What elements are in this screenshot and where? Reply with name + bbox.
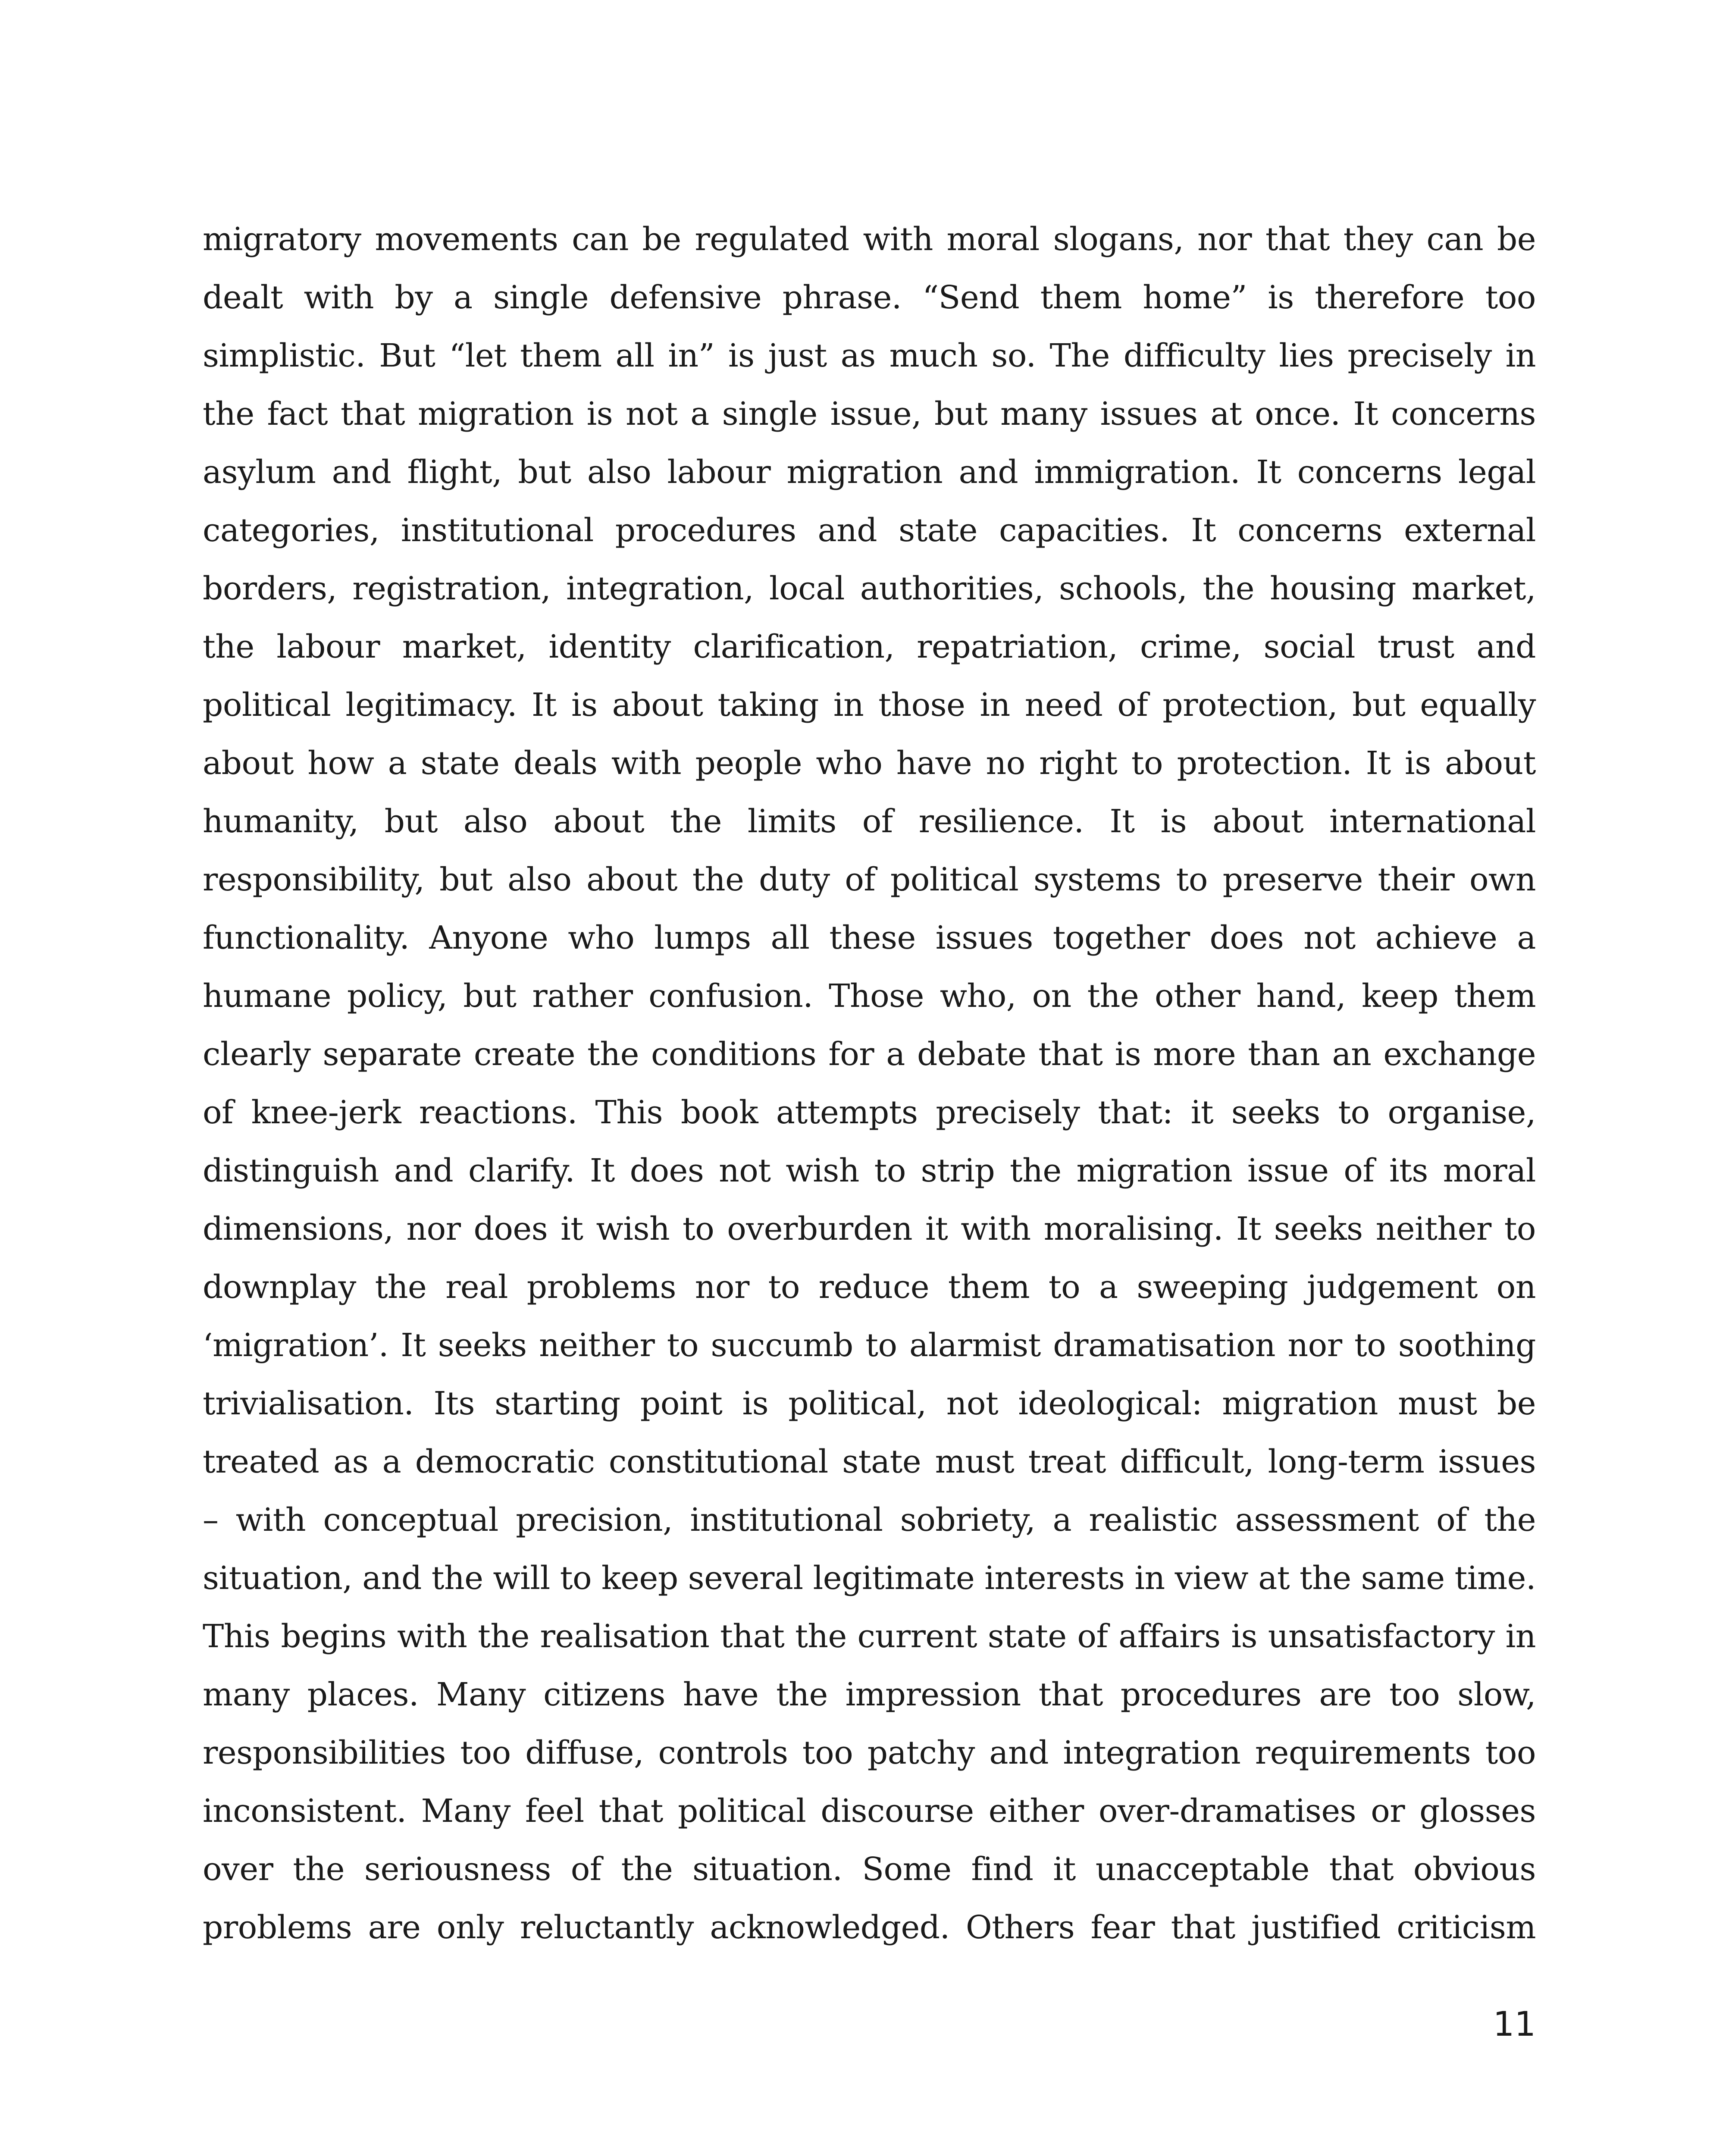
text-line: inconsistent. Many feel that political discourse either over-dramatises or glosses xyxy=(203,1792,1536,1830)
page-number: 11 xyxy=(1493,2005,1536,2044)
text-line: the fact that migration is not a single issue, but many issues at once. It concerns xyxy=(203,395,1536,432)
text-line: migratory movements can be regulated with moral slogans, nor that they can be xyxy=(203,221,1536,258)
text-line: many places. Many citizens have the impression that procedures are too slow, xyxy=(203,1676,1536,1713)
text-line: responsibilities too diffuse, controls too patchy and integration requirements too xyxy=(203,1734,1536,1771)
text-line: over the seriousness of the situation. Some find it unacceptable that obvious xyxy=(203,1851,1536,1888)
text-line: ‘migration’. It seeks neither to succumb to alarmist dramatisation nor to soothing xyxy=(203,1327,1536,1364)
text-line: humanity, but also about the limits of resilience. It is about international xyxy=(203,803,1536,840)
text-line: This begins with the realisation that the current state of affairs is unsatisfactory in xyxy=(203,1618,1536,1655)
text-line: treated as a democratic constitutional state must treat difficult, long-term issues xyxy=(203,1443,1536,1480)
text-line: distinguish and clarify. It does not wish to strip the migration issue of its moral xyxy=(203,1152,1536,1189)
text-line: functionality. Anyone who lumps all these issues together does not achieve a xyxy=(203,919,1536,956)
text-line: – with conceptual precision, institutional sobriety, a realistic assessment of the xyxy=(203,1501,1536,1539)
text-line: situation, and the will to keep several legitimate interests in view at the same time. xyxy=(203,1560,1536,1597)
text-line: asylum and flight, but also labour migration and immigration. It concerns legal xyxy=(203,454,1536,491)
text-line: the labour market, identity clarification, repatriation, crime, social trust and xyxy=(203,628,1536,665)
text-line: political legitimacy. It is about taking in those in need of protection, but equally xyxy=(203,686,1536,724)
text-line: trivialisation. Its starting point is political, not ideological: migration must be xyxy=(203,1385,1536,1422)
text-line: about how a state deals with people who have no right to protection. It is about xyxy=(203,745,1536,782)
text-line: humane policy, but rather confusion. Those who, on the other hand, keep them xyxy=(203,978,1536,1015)
body-text xyxy=(203,210,1536,1957)
text-line: downplay the real problems nor to reduce them to a sweeping judgement on xyxy=(203,1269,1536,1306)
text-line: clearly separate create the conditions for a debate that is more than an exchange xyxy=(203,1036,1536,1073)
text-line: borders, registration, integration, local authorities, schools, the housing market, xyxy=(203,570,1536,607)
text-line: dealt with by a single defensive phrase. “Send them home” is therefore too xyxy=(203,279,1536,316)
text-line: problems are only reluctantly acknowledged. Others fear that justified criticism xyxy=(203,1909,1536,1946)
text-line: of knee-jerk reactions. This book attempts precisely that: it seeks to organise, xyxy=(203,1094,1536,1131)
text-line: categories, institutional procedures and state capacities. It concerns external xyxy=(203,512,1536,549)
text-line: simplistic. But “let them all in” is just as much so. The difficulty lies precisely in xyxy=(203,337,1536,374)
text-line: dimensions, nor does it wish to overburden it with moralising. It seeks neither to xyxy=(203,1210,1536,1247)
text-line: responsibility, but also about the duty of political systems to preserve their own xyxy=(203,861,1536,898)
